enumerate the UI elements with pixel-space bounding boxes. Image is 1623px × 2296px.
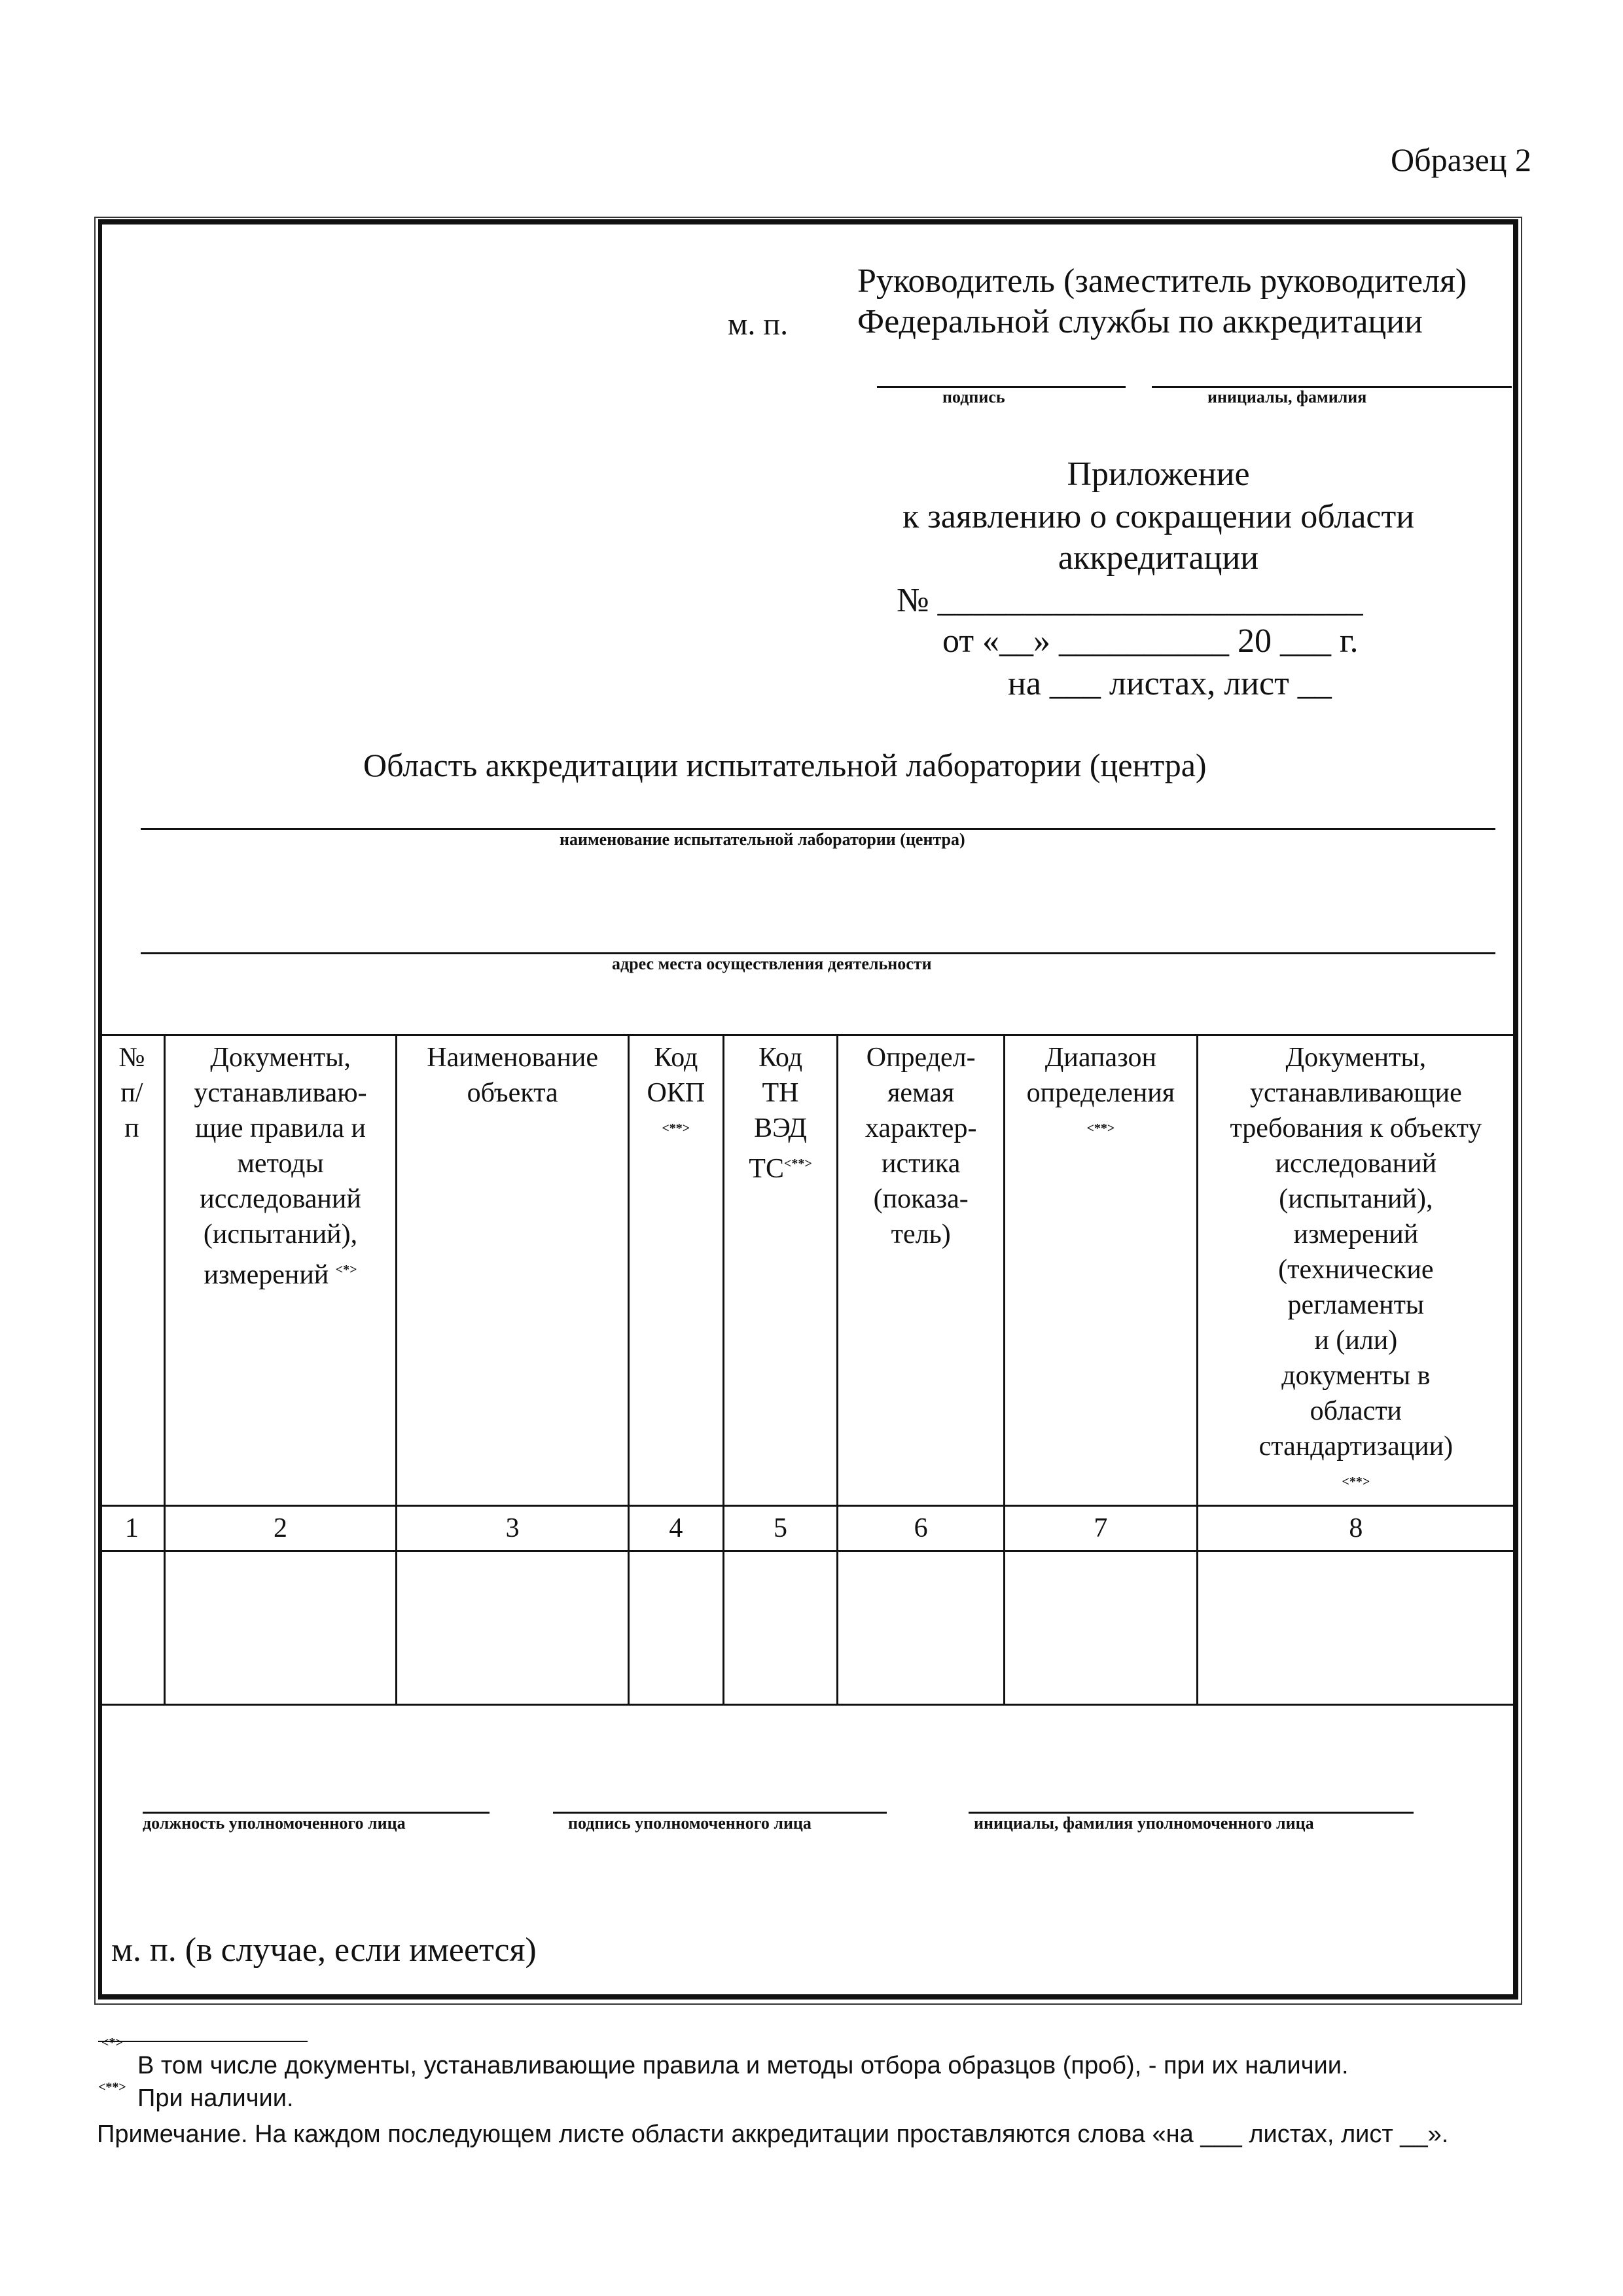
- header-row: [99, 1035, 1515, 1506]
- authorized-name-caption: инициалы, фамилия уполномоченного лица: [974, 1814, 1314, 1833]
- name-caption: инициалы, фамилия: [1207, 387, 1367, 406]
- appendix-date: от «__» __________ 20 ___ г.: [942, 622, 1359, 660]
- sample-label: Образец 2: [1391, 141, 1531, 178]
- footnote-ref: <**>: [1086, 1121, 1115, 1136]
- position-caption: должность уполномоченного лица: [143, 1814, 406, 1833]
- data-cell[interactable]: [99, 1551, 165, 1705]
- column-number: 3: [397, 1506, 629, 1551]
- col-header-range: Диапазон определения <**>: [1004, 1035, 1197, 1506]
- data-cell[interactable]: [723, 1551, 838, 1705]
- appendix-title: Приложение: [1067, 456, 1250, 493]
- footnote-2-mark: <**>: [98, 2080, 126, 2094]
- signature-caption: подпись: [942, 387, 1005, 406]
- appendix-line-3: аккредитации: [1058, 539, 1259, 577]
- footnote-ref: <*>: [335, 1263, 357, 1277]
- column-number: 1: [99, 1506, 165, 1551]
- column-number: 6: [838, 1506, 1005, 1551]
- col-header-okp: Код ОКП <**>: [628, 1035, 723, 1506]
- scope-title: Область аккредитации испытательной лаборатории (центра): [363, 747, 1207, 783]
- col-header-tnved: Код ТН ВЭД ТС<**>: [723, 1035, 838, 1506]
- data-cell[interactable]: [397, 1551, 629, 1705]
- col-header-requirements: Документы, устанавливающие требования к объекту исследований (испытаний), измерений (технические регламенты и (или) документы в области стандартизации) <**>: [1197, 1035, 1514, 1506]
- footnote-ref: <**>: [1342, 1475, 1370, 1489]
- column-number: 7: [1004, 1506, 1197, 1551]
- col-header-characteristic: Определ- яемая характер- истика (показа- тель): [838, 1035, 1005, 1506]
- appendix-line-2: к заявлению о сокращении области: [902, 498, 1415, 535]
- head-line-1: Руководитель (заместитель руководителя): [857, 262, 1467, 300]
- head-line-2: Федеральной службы по аккредитации: [857, 303, 1423, 340]
- footnote-ref: <**>: [783, 1157, 812, 1171]
- col-header-methods: Документы, устанавливаю- щие правила и методы исследований (испытаний), измерений <*>: [164, 1035, 397, 1506]
- mp-label: м. п.: [728, 307, 789, 342]
- col-header-object: Наименование объекта: [397, 1035, 629, 1506]
- appendix-sheets: на ___ листах, лист __: [1008, 665, 1332, 702]
- data-cell[interactable]: [1004, 1551, 1197, 1705]
- scope-table: [98, 1034, 1516, 1706]
- footnote-1: В том числе документы, устанавливающие правила и методы отбора образцов (проб), - при их наличии.: [137, 2052, 1349, 2079]
- column-number: 4: [628, 1506, 723, 1551]
- authorized-signature-caption: подпись уполномоченного лица: [568, 1814, 812, 1833]
- col-header-number: № п/ п: [99, 1035, 165, 1506]
- column-number: 8: [1197, 1506, 1514, 1551]
- appendix-number: № _________________________: [897, 582, 1363, 619]
- stamp-note: м. п. (в случае, если имеется): [111, 1931, 537, 1969]
- data-cell[interactable]: [164, 1551, 397, 1705]
- footnote-separator: [98, 2041, 308, 2042]
- column-number: 2: [164, 1506, 397, 1551]
- footnote-1-mark: <*>: [101, 2036, 123, 2050]
- note: Примечание. На каждом последующем листе области аккредитации проставляются слова «на ___ листах, лист __».: [97, 2121, 1449, 2148]
- empty-data-row: [99, 1551, 1515, 1705]
- footnote-2: При наличии.: [137, 2085, 294, 2112]
- address-caption: адрес места осуществления деятельности: [612, 954, 932, 973]
- footnote-ref: <**>: [662, 1121, 690, 1136]
- data-cell[interactable]: [1197, 1551, 1514, 1705]
- lab-name-caption: наименование испытательной лаборатории (центра): [560, 830, 965, 849]
- column-number: 5: [723, 1506, 838, 1551]
- column-number-row: [99, 1506, 1515, 1551]
- data-cell[interactable]: [838, 1551, 1005, 1705]
- data-cell[interactable]: [628, 1551, 723, 1705]
